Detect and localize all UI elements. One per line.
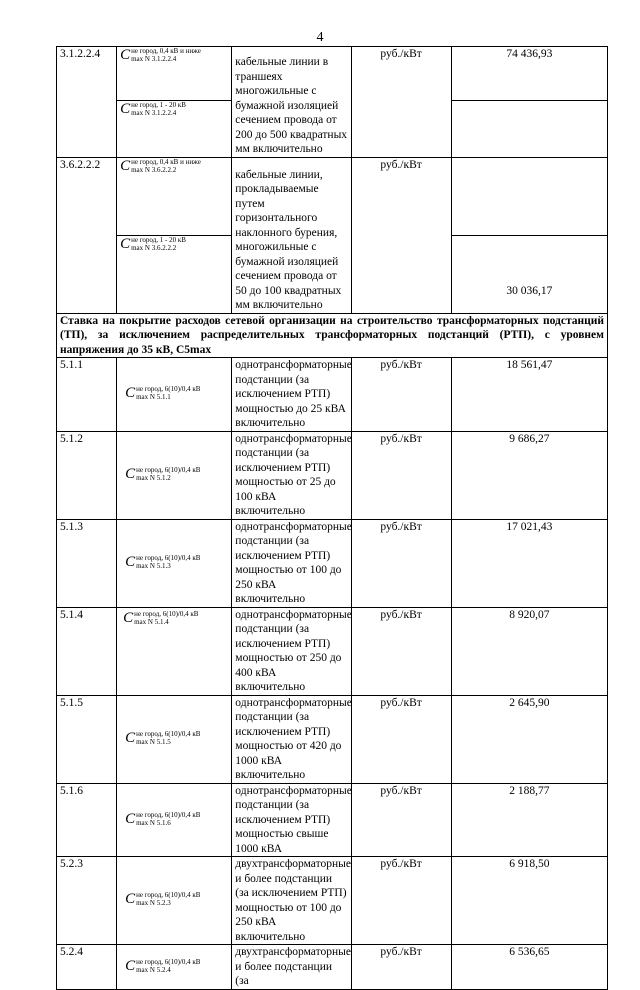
c-letter-glyph: C [120,101,131,118]
row-code: 5.1.4 [57,607,117,695]
row-value: 9 686,27 [451,431,607,519]
row-description: однотрансформаторные подстанции (за исключением РТП) мощностью от 420 до 1000 кВА включительно [232,695,351,783]
rate-symbol-cell [117,519,232,607]
row-unit: руб./кВт [351,945,451,990]
row-value: 2 188,77 [451,783,607,857]
c-letter-glyph: C [125,553,136,570]
row-code: 3.6.2.2.2 [57,157,117,313]
row-unit: руб./кВт [351,358,451,432]
row-value [451,101,607,157]
table-row [57,945,608,990]
c-letter-glyph: C [120,157,131,174]
table-row [57,431,608,519]
rate-symbol-cell [117,945,232,990]
row-code: 5.1.2 [57,431,117,519]
row-description: однотрансформаторные подстанции (за исключением РТП) мощностью от 25 до 100 кВА включительно [232,431,351,519]
row-description: однотрансформаторные подстанции (за исключением РТП) мощностью от 250 до 400 кВА включительно [232,607,351,695]
rate-symbol-cell [117,358,232,432]
c-letter-glyph: C [125,729,136,746]
row-unit: руб./кВт [351,783,451,857]
row-value: 2 645,90 [451,695,607,783]
rate-symbol-cell [117,157,232,235]
table-row [57,607,608,695]
row-description: кабельные линии, прокладываемые путем горизонтального наклонного бурения, многожильные с бумажной изоляцией сечением провода от 50 до 100 квадратных мм включительно [232,157,351,313]
c-letter-glyph: C [125,810,136,827]
rate-symbol: C не город, 6(10)/0,4 кВ max N 5.1.2 [125,465,201,482]
rate-symbol-cell [117,857,232,945]
rate-symbol: C не город, 6(10)/0,4 кВ max N 5.2.4 [125,957,201,974]
table-row [57,783,608,857]
rate-symbol: C не город, 1 - 20 кВ max N 3.6.2.2.2 [120,235,186,252]
row-description: кабельные линии в траншеях многожильные с бумажной изоляцией сечением провода от 200 до 500 квадратных мм включительно [232,47,351,158]
rate-symbol-cell [117,431,232,519]
table-row [57,358,608,432]
row-unit: руб./кВт [351,695,451,783]
row-value: 17 021,43 [451,519,607,607]
row-value [451,157,607,235]
rate-symbol-cell [117,101,232,157]
row-description: однотрансформаторные подстанции (за исключением РТП) мощностью до 25 кВА включительно [232,358,351,432]
c-letter-glyph: C [125,957,136,974]
row-code: 5.2.3 [57,857,117,945]
row-description: двухтрансформаторные и более подстанции (за [232,945,351,990]
c-letter-glyph: C [125,465,136,482]
rate-symbol-cell [117,607,232,695]
c-letter-glyph: C [120,235,131,252]
row-value: 6 536,65 [451,945,607,990]
page-number: 4 [316,30,324,45]
row-code: 5.1.5 [57,695,117,783]
row-unit: руб./кВт [351,857,451,945]
row-unit: руб./кВт [351,157,451,313]
rate-symbol: C не город, 0,4 кВ и ниже max N 3.6.2.2.2 [120,157,201,174]
row-unit: руб./кВт [351,47,451,158]
rate-symbol: C не город, 6(10)/0,4 кВ max N 5.1.5 [125,729,201,746]
row-description: однотрансформаторные подстанции (за исключением РТП) мощностью свыше 1000 кВА [232,783,351,857]
row-code: 5.1.1 [57,358,117,432]
section-row [57,313,608,358]
c-letter-glyph: C [123,609,134,626]
row-code: 5.1.3 [57,519,117,607]
row-unit: руб./кВт [351,519,451,607]
rate-symbol-cell [117,783,232,857]
rate-symbol: C не город, 6(10)/0,4 кВ max N 5.1.1 [125,385,201,401]
tariff-table [56,46,608,990]
row-unit: руб./кВт [351,607,451,695]
c-letter-glyph: C [120,47,131,63]
table-row [57,857,608,945]
row-unit: руб./кВт [351,431,451,519]
table-row [57,47,608,101]
rate-symbol-cell [117,695,232,783]
table-row [57,695,608,783]
row-description: однотрансформаторные подстанции (за исключением РТП) мощностью от 100 до 250 кВА включительно [232,519,351,607]
row-value: 30 036,17 [451,235,607,313]
table-row [57,519,608,607]
row-value: 6 918,50 [451,857,607,945]
rate-symbol: C не город, 6(10)/0,4 кВ max N 5.1.4 [123,609,199,626]
rate-symbol: C не город, 6(10)/0,4 кВ max N 5.1.6 [125,810,201,827]
row-description: двухтрансформаторные и более подстанции (за исключением РТП) мощностью от 100 до 250 кВА включительно [232,857,351,945]
row-code: 5.2.4 [57,945,117,990]
rate-symbol-cell [117,235,232,313]
row-value: 74 436,93 [451,47,607,101]
row-code: 5.1.6 [57,783,117,857]
rate-symbol: C не город, 6(10)/0,4 кВ max N 5.1.3 [125,553,201,570]
c-letter-glyph: C [125,385,136,401]
rate-symbol: C не город, 0,4 кВ и ниже max N 3.1.2.2.4 [120,47,201,63]
rate-symbol: C не город, 1 - 20 кВ max N 3.1.2.2.4 [120,101,186,118]
row-value: 18 561,47 [451,358,607,432]
rate-symbol-cell [117,47,232,101]
row-value: 8 920,07 [451,607,607,695]
table-row [57,157,608,235]
c-letter-glyph: C [125,891,136,908]
rate-symbol: C не город, 6(10)/0,4 кВ max N 5.2.3 [125,891,201,908]
section-title: Ставка на покрытие расходов сетевой организации на строительство трансформаторных подстанций (ТП), за исключением распределительных трансформаторных подстанций (РТП), с уровнем напряжения до 35 кВ, C5max [57,313,608,358]
row-code: 3.1.2.2.4 [57,47,117,158]
